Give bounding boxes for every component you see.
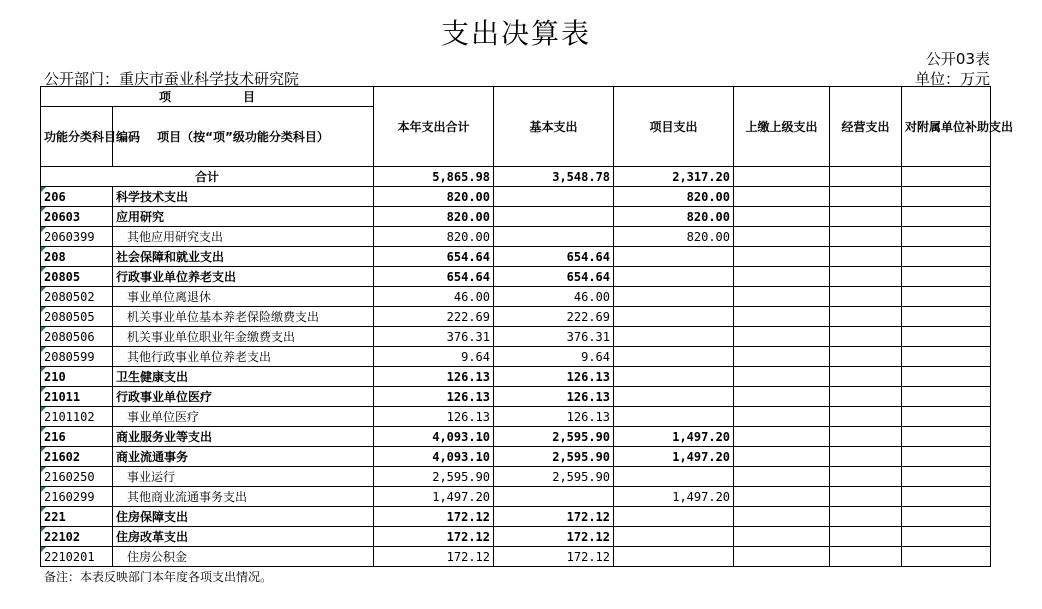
- row-item: [614, 287, 734, 307]
- row-subsidy: [902, 307, 991, 327]
- table-row: [41, 487, 991, 507]
- total-business: [830, 167, 902, 187]
- table-row: [41, 527, 991, 547]
- row-basic: 2,595.90: [494, 427, 614, 447]
- table-row: [41, 467, 991, 487]
- row-code: 2080505: [41, 307, 113, 327]
- row-item: [614, 527, 734, 547]
- row-total: 1,497.20: [374, 487, 494, 507]
- row-code: 206: [41, 187, 113, 207]
- row-business: [830, 407, 902, 427]
- row-subsidy: [902, 267, 991, 287]
- row-upper: [734, 227, 830, 247]
- total-row: [41, 167, 991, 187]
- row-item: 820.00: [614, 207, 734, 227]
- row-business: [830, 447, 902, 467]
- row-subsidy: [902, 527, 991, 547]
- form-number: 公开03表: [925, 50, 990, 68]
- row-name: 事业运行: [113, 467, 374, 487]
- row-item: 1,497.20: [614, 447, 734, 467]
- expenditure-table: [40, 86, 1014, 567]
- row-item: [614, 327, 734, 347]
- row-upper: [734, 247, 830, 267]
- row-business: [830, 347, 902, 367]
- table-row: [41, 427, 991, 447]
- row-basic: 654.64: [494, 267, 614, 287]
- row-name: 住房改革支出: [113, 527, 374, 547]
- row-business: [830, 387, 902, 407]
- row-total: 9.64: [374, 347, 494, 367]
- row-item: 1,497.20: [614, 487, 734, 507]
- row-basic: 126.13: [494, 367, 614, 387]
- row-business: [830, 207, 902, 227]
- total-basic: 3,548.78: [494, 167, 614, 187]
- row-business: [830, 307, 902, 327]
- row-subsidy: [902, 247, 991, 267]
- row-upper: [734, 467, 830, 487]
- row-basic: 126.13: [494, 407, 614, 427]
- table-body: [41, 187, 991, 567]
- table-row: [41, 367, 991, 387]
- row-basic: [494, 227, 614, 247]
- table-row: [41, 507, 991, 527]
- row-business: [830, 527, 902, 547]
- table-row: [41, 387, 991, 407]
- footnote: 备注：本表反映部门本年度各项支出情况。: [44, 570, 273, 584]
- row-item: [614, 247, 734, 267]
- row-name: 其他应用研究支出: [113, 227, 374, 247]
- row-total: 820.00: [374, 207, 494, 227]
- row-business: [830, 227, 902, 247]
- row-name: 事业单位医疗: [113, 407, 374, 427]
- row-item: 820.00: [614, 227, 734, 247]
- row-code: 210: [41, 367, 113, 387]
- row-subsidy: [902, 407, 991, 427]
- row-item: [614, 467, 734, 487]
- row-item: [614, 347, 734, 367]
- row-total: 4,093.10: [374, 447, 494, 467]
- row-name: 卫生健康支出: [113, 367, 374, 387]
- table-row: [41, 187, 991, 207]
- row-business: [830, 327, 902, 347]
- row-subsidy: [902, 387, 991, 407]
- row-basic: 2,595.90: [494, 447, 614, 467]
- row-total: 172.12: [374, 507, 494, 527]
- row-upper: [734, 267, 830, 287]
- department-label: 公开部门：重庆市蚕业科学技术研究院: [44, 70, 300, 88]
- row-name: 机关事业单位职业年金缴费支出: [113, 327, 374, 347]
- header-basic: 基本支出: [494, 87, 614, 167]
- table-row: [41, 287, 991, 307]
- row-business: [830, 187, 902, 207]
- row-total: 172.12: [374, 547, 494, 567]
- row-code: 2060399: [41, 227, 113, 247]
- row-code: 2160250: [41, 467, 113, 487]
- row-total: 2,595.90: [374, 467, 494, 487]
- row-business: [830, 367, 902, 387]
- row-item: [614, 507, 734, 527]
- row-subsidy: [902, 287, 991, 307]
- page-title: 支出决算表: [440, 17, 591, 50]
- row-code: 2101102: [41, 407, 113, 427]
- row-business: [830, 287, 902, 307]
- header-func-name: 项目（按“项”级功能分类科目）: [113, 107, 374, 167]
- table-row: [41, 267, 991, 287]
- row-total: 172.12: [374, 527, 494, 547]
- row-item: [614, 367, 734, 387]
- row-name: 应用研究: [113, 207, 374, 227]
- row-code: 2080599: [41, 347, 113, 367]
- row-name: 商业流通事务: [113, 447, 374, 467]
- row-basic: 654.64: [494, 247, 614, 267]
- row-total: 126.13: [374, 407, 494, 427]
- header-subsidy: 对附属单位补助支出: [902, 87, 991, 167]
- row-subsidy: [902, 547, 991, 567]
- row-code: 21011: [41, 387, 113, 407]
- row-subsidy: [902, 347, 991, 367]
- total-amount: 5,865.98: [374, 167, 494, 187]
- row-basic: 2,595.90: [494, 467, 614, 487]
- table-row: [41, 247, 991, 267]
- row-subsidy: [902, 487, 991, 507]
- row-upper: [734, 507, 830, 527]
- row-code: 208: [41, 247, 113, 267]
- row-subsidy: [902, 427, 991, 447]
- row-code: 2080506: [41, 327, 113, 347]
- row-code: 221: [41, 507, 113, 527]
- row-code: 22102: [41, 527, 113, 547]
- row-upper: [734, 187, 830, 207]
- row-basic: 172.12: [494, 507, 614, 527]
- row-upper: [734, 527, 830, 547]
- row-name: 住房保障支出: [113, 507, 374, 527]
- header-func-code: 功能分类科目编码: [41, 107, 113, 167]
- row-upper: [734, 547, 830, 567]
- total-subsidy: [902, 167, 991, 187]
- row-code: 216: [41, 427, 113, 447]
- row-subsidy: [902, 227, 991, 247]
- row-code: 2080502: [41, 287, 113, 307]
- row-basic: 46.00: [494, 287, 614, 307]
- row-total: 654.64: [374, 247, 494, 267]
- row-subsidy: [902, 447, 991, 467]
- row-basic: [494, 207, 614, 227]
- table-row: [41, 207, 991, 227]
- row-basic: [494, 487, 614, 507]
- row-item: 820.00: [614, 187, 734, 207]
- table-row: [41, 447, 991, 467]
- row-code: 20603: [41, 207, 113, 227]
- row-subsidy: [902, 207, 991, 227]
- row-upper: [734, 327, 830, 347]
- row-upper: [734, 427, 830, 447]
- table-row: [41, 407, 991, 427]
- row-item: [614, 407, 734, 427]
- row-business: [830, 467, 902, 487]
- row-name: 住房公积金: [113, 547, 374, 567]
- row-business: [830, 427, 902, 447]
- row-total: 46.00: [374, 287, 494, 307]
- header-project: 项 目: [41, 87, 374, 107]
- row-total: 4,093.10: [374, 427, 494, 447]
- table-row: [41, 347, 991, 367]
- row-total: 820.00: [374, 187, 494, 207]
- unit-label: 单位：万元: [914, 70, 990, 88]
- row-name: 行政事业单位养老支出: [113, 267, 374, 287]
- table-row: [41, 307, 991, 327]
- row-business: [830, 547, 902, 567]
- row-item: [614, 387, 734, 407]
- row-upper: [734, 407, 830, 427]
- header-item: 项目支出: [614, 87, 734, 167]
- row-business: [830, 507, 902, 527]
- row-total: 222.69: [374, 307, 494, 327]
- row-basic: 376.31: [494, 327, 614, 347]
- row-upper: [734, 447, 830, 467]
- row-item: [614, 267, 734, 287]
- row-subsidy: [902, 187, 991, 207]
- row-name: 行政事业单位医疗: [113, 387, 374, 407]
- row-code: 21602: [41, 447, 113, 467]
- row-subsidy: [902, 507, 991, 527]
- row-name: 科学技术支出: [113, 187, 374, 207]
- row-basic: 222.69: [494, 307, 614, 327]
- row-name: 其他行政事业单位养老支出: [113, 347, 374, 367]
- row-upper: [734, 347, 830, 367]
- row-basic: [494, 187, 614, 207]
- row-total: 654.64: [374, 267, 494, 287]
- row-total: 820.00: [374, 227, 494, 247]
- row-upper: [734, 207, 830, 227]
- row-business: [830, 267, 902, 287]
- total-upper: [734, 167, 830, 187]
- row-name: 其他商业流通事务支出: [113, 487, 374, 507]
- row-name: 事业单位离退休: [113, 287, 374, 307]
- header-business: 经营支出: [830, 87, 902, 167]
- table-row: [41, 547, 991, 567]
- table-row: [41, 227, 991, 247]
- row-total: 376.31: [374, 327, 494, 347]
- row-subsidy: [902, 367, 991, 387]
- row-business: [830, 247, 902, 267]
- row-item: 1,497.20: [614, 427, 734, 447]
- row-total: 126.13: [374, 387, 494, 407]
- header-total: 本年支出合计: [374, 87, 494, 167]
- row-upper: [734, 367, 830, 387]
- row-name: 商业服务业等支出: [113, 427, 374, 447]
- row-basic: 9.64: [494, 347, 614, 367]
- row-item: [614, 307, 734, 327]
- header-upper: 上缴上级支出: [734, 87, 830, 167]
- row-total: 126.13: [374, 367, 494, 387]
- table-row: [41, 327, 991, 347]
- row-upper: [734, 487, 830, 507]
- row-business: [830, 487, 902, 507]
- row-upper: [734, 287, 830, 307]
- total-item: 2,317.20: [614, 167, 734, 187]
- row-basic: 172.12: [494, 527, 614, 547]
- row-subsidy: [902, 327, 991, 347]
- row-name: 机关事业单位基本养老保险缴费支出: [113, 307, 374, 327]
- total-label: 合计: [41, 167, 374, 187]
- row-basic: 172.12: [494, 547, 614, 567]
- row-upper: [734, 387, 830, 407]
- row-code: 2210201: [41, 547, 113, 567]
- row-upper: [734, 307, 830, 327]
- row-name: 社会保障和就业支出: [113, 247, 374, 267]
- row-basic: 126.13: [494, 387, 614, 407]
- row-code: 20805: [41, 267, 113, 287]
- row-code: 2160299: [41, 487, 113, 507]
- row-item: [614, 547, 734, 567]
- row-subsidy: [902, 467, 991, 487]
